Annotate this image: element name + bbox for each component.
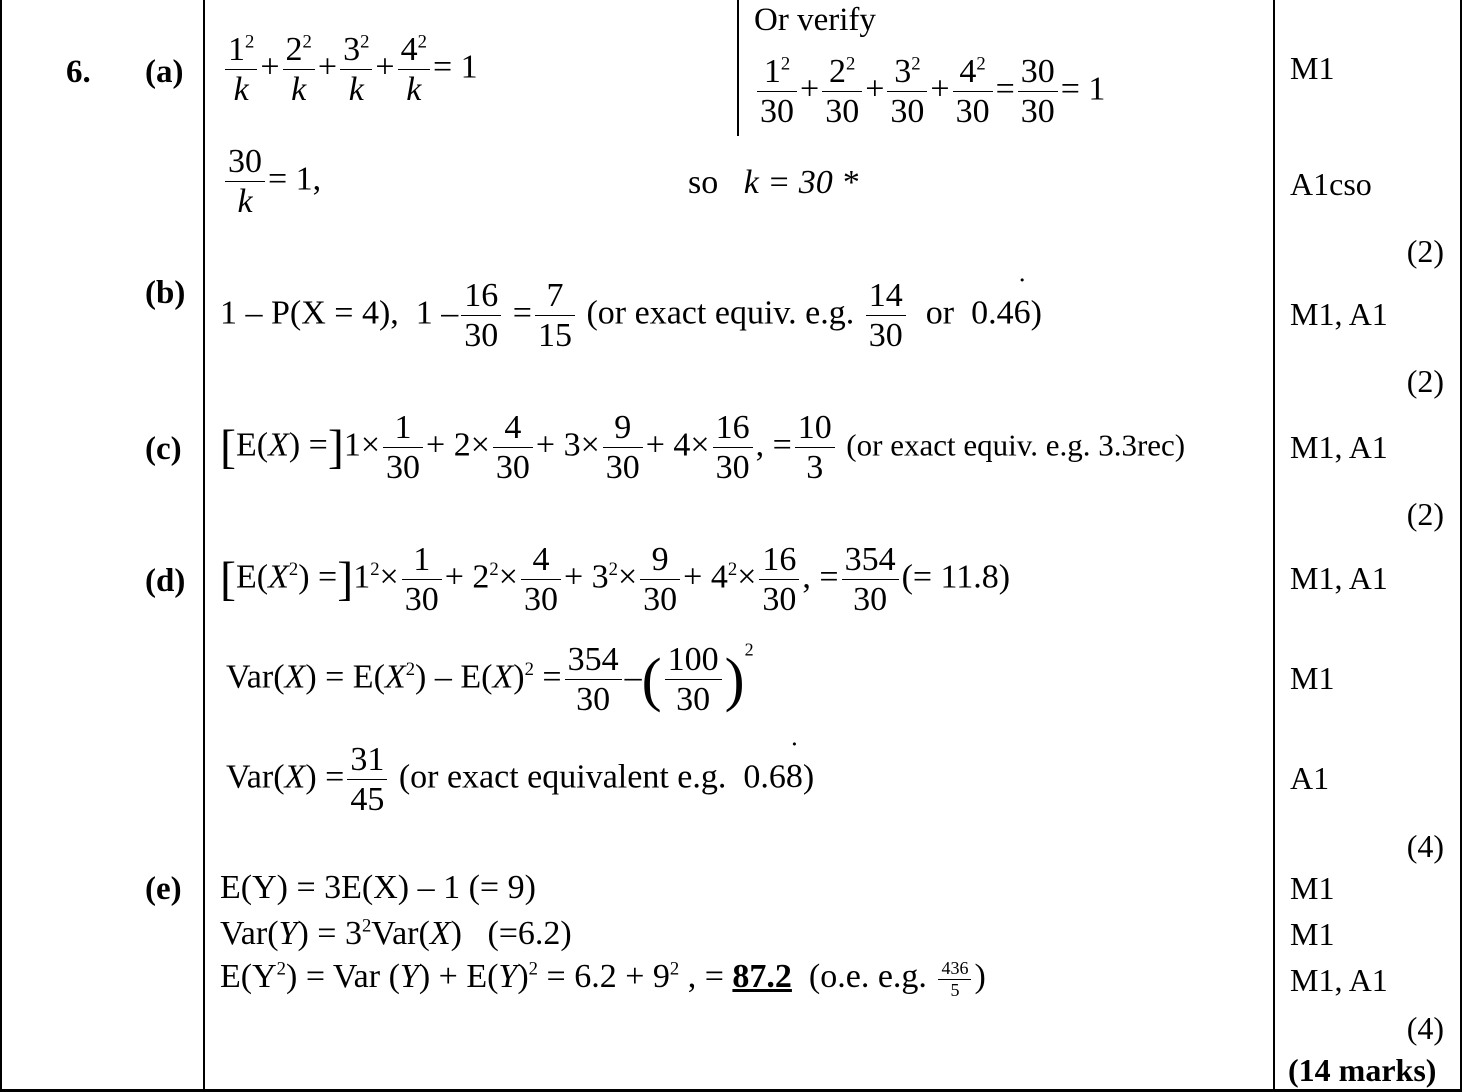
question-number: 6. (66, 54, 91, 90)
part-c-note: (or exact equiv. e.g. 3.3rec) (846, 427, 1186, 463)
part-e-line-vary: $Var(Y) = 3^2Var(X)$ (=6.2) (220, 915, 572, 952)
table-left-border (0, 0, 2, 1092)
part-a-simplified: $\frac{30}{k}$ = 1, (222, 142, 321, 221)
part-d-note: (or exact equivalent e.g. (398, 758, 727, 796)
part-label-d: (d) (145, 563, 186, 599)
part-d-var-formula: $Var(X) = E(X^2) - E(X)^2$ = $\frac{354}{30}$ –( $\frac{100}{30}$ )$^2$ (226, 639, 754, 719)
total-e: (4) (1406, 1010, 1444, 1046)
table-column-divider (203, 0, 205, 1092)
or-word: or (925, 294, 955, 332)
part-label-e: (e) (145, 871, 182, 907)
so-word: so (688, 164, 719, 201)
part-label-b: (b) (145, 275, 186, 311)
vary-value: (=6.2) (487, 915, 572, 952)
mark-a2: A1cso (1290, 166, 1372, 202)
oe-note: (o.e. e.g. (808, 957, 927, 995)
mark-e3: M1, A1 (1290, 962, 1388, 998)
part-label-c: (c) (145, 431, 182, 467)
mark-b1: M1, A1 (1290, 296, 1388, 332)
part-d-var-result: Var(X) = $\frac{31}{45}$ (or exact equivalent e.g. 0.68 ˙) (226, 740, 814, 819)
part-b-working: 1 – P(X = 4), 1 – $\frac{16}{30}$ = $\frac{7}{15}$ (or exact equiv. e.g. $\frac{14}{30}$ or 0.46 ˙) (220, 276, 1042, 355)
mark-e2: M1 (1290, 916, 1335, 952)
part-e-line-ey: E(Y) = 3E(X) – 1 (= 9) (220, 869, 536, 906)
total-c: (2) (1406, 496, 1444, 532)
recurring-digit: 8 ˙ (786, 760, 803, 794)
recurring-digit: 6 ˙ (1014, 296, 1031, 330)
ex2-decimal: (= 11.8) (901, 558, 1011, 596)
part-e-line-ey2: $E(Y^2)$ = Var $(Y) + E(Y)^2 = 6.2 + 9^2$ , = 87.2 (o.e. e.g. $\frac{436}{5}$ ) (220, 957, 986, 1000)
part-a-conclusion (688, 166, 858, 200)
mark-d1: M1, A1 (1290, 560, 1388, 596)
table-marks-divider (1273, 0, 1275, 1092)
final-answer: 87.2 (732, 957, 792, 995)
mark-d3: A1 (1290, 760, 1330, 796)
or-verify-label: Or verify (754, 2, 876, 38)
k-result: k = 30 * (743, 164, 859, 201)
part-d-ex2-working: $[E(X^2) =]1^2\times$ $\frac{1}{30}$ + $2^2\times$ $\frac{4}{30}$ + $3^2\times$ $\frac{9}{30}$ + $4^2\times$ $\frac{16}{30}$ , = $\frac{354}{30}$ (= 11.8) (220, 541, 1011, 619)
total-b: (2) (1406, 363, 1444, 399)
mark-e1: M1 (1290, 870, 1335, 906)
part-b-expression: 1 – P(X = 4), (220, 294, 399, 332)
part-b-note: (or exact equiv. e.g. (586, 294, 855, 332)
mark-d2: M1 (1290, 660, 1335, 696)
part-label-a: (a) (145, 54, 184, 90)
part-a-verify-equation: $\frac{1^2}{30}$ + $\frac{2^2}{30}$ + $\frac{3^2}{30}$ + $\frac{4^2}{30}$ = $\frac{30}{30}$ = 1 (754, 52, 1105, 131)
total-d: (4) (1406, 828, 1444, 864)
mark-a1: M1 (1290, 50, 1335, 86)
or-verify-separator (737, 0, 739, 136)
part-a-sum-equation: $\frac{1^2}{k}$ + $\frac{2^2}{k}$ + $\frac{3^2}{k}$ + $\frac{4^2}{k}$ = 1 (222, 30, 478, 109)
mark-c1: M1, A1 (1290, 429, 1388, 465)
grand-total: (14 marks) (1288, 1052, 1437, 1088)
total-a: (2) (1406, 233, 1444, 269)
part-c-working: [E(X) =]1× $\frac{1}{30}$ + 2× $\frac{4}{30}$ + 3× $\frac{9}{30}$ + 4× $\frac{16}{30}$ , = $\frac{10}{3}$ (or exact equiv. e.g. 3.3rec) (220, 409, 1186, 487)
